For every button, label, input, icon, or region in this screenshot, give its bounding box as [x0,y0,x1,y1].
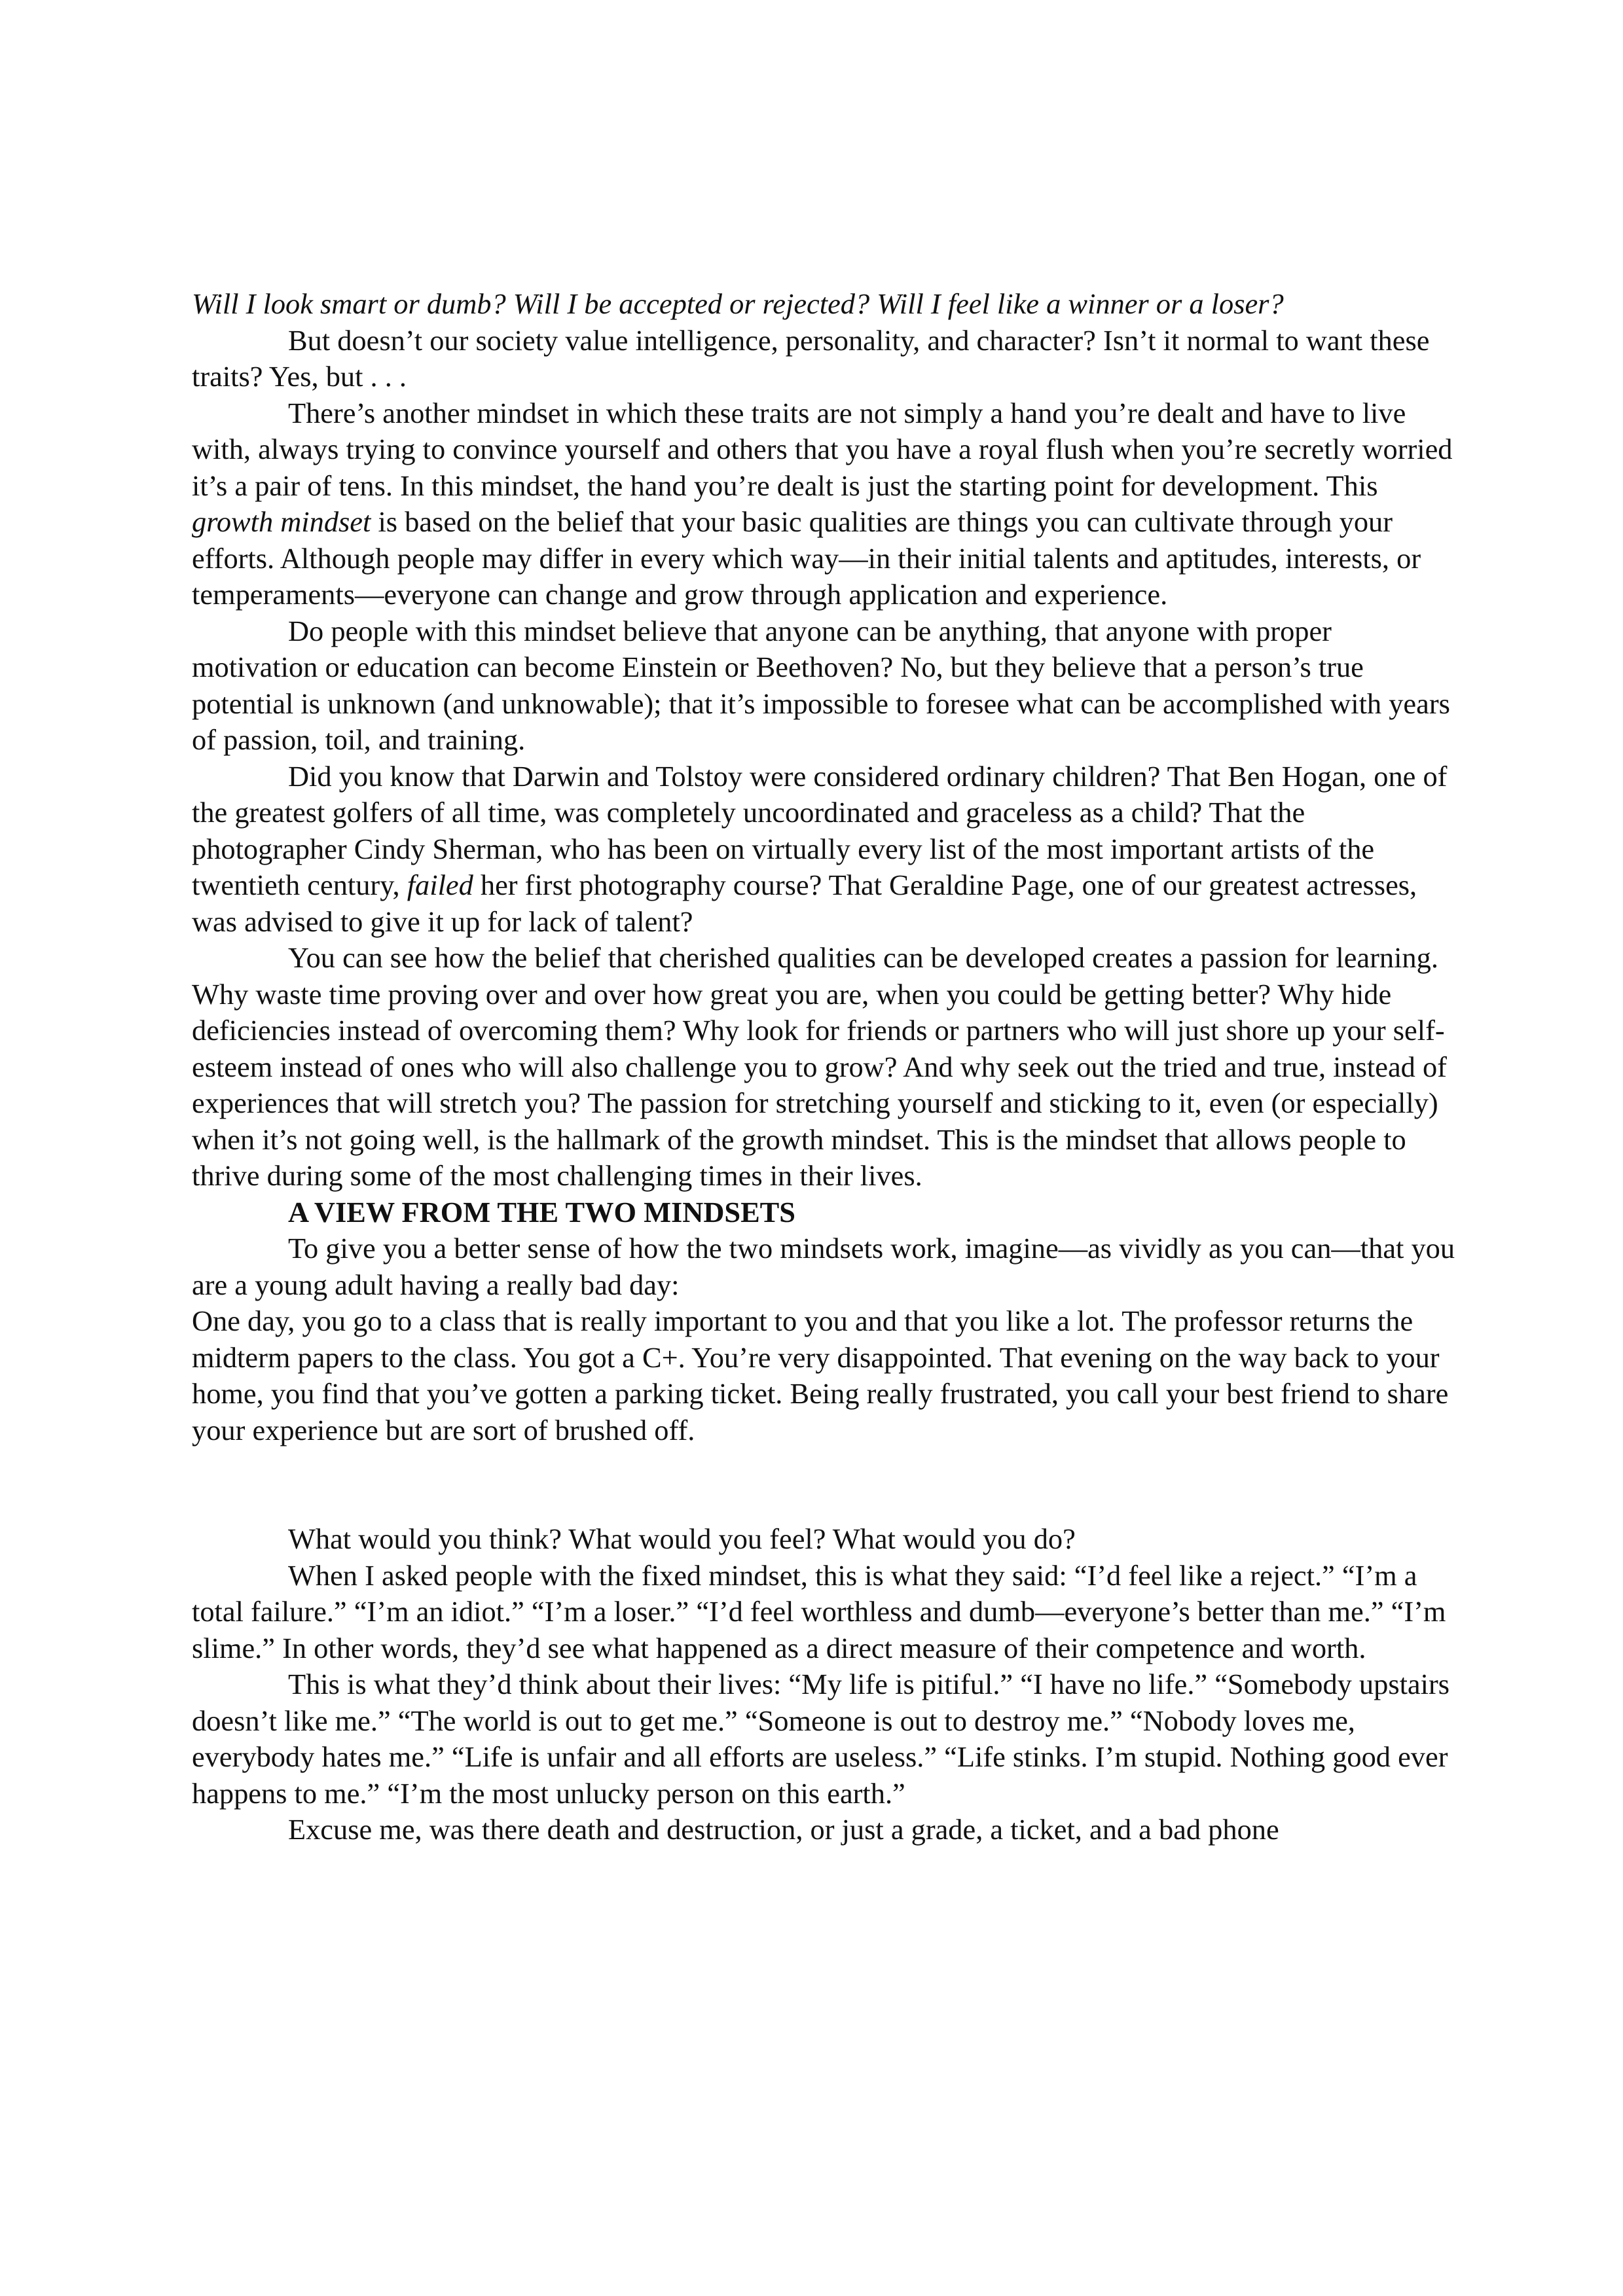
text: is based on the belief that your basic qualities are things you can cultivate through your efforts. Although people may differ in every which way—in their initial talents and aptitudes, interests, or temperaments—everyone can change and grow through application and experience. [192,505,1421,611]
text: Do people with this mindset believe that anyone can be anything, that anyone with proper motivation or education can become Einstein or Beethoven? No, but they believe that a person’s true potential is unknown (and unknowable); that it’s impossible to foresee what can be accomplished with years of passion, toil, and training. [192,614,1450,756]
text: But doesn’t our society value intelligence, personality, and character? Isn’t it normal to want these traits? Yes, but . . . [192,323,1430,393]
text: Will I look smart or dumb? Will I be accepted or rejected? Will I feel like a winner or a loser? [192,287,1284,320]
paragraph-passion [192,940,1459,1194]
text: You can see how the belief that cherished qualities can be developed creates a passion for learning. Why waste time proving over and over how great you are, when you could be getting better? Why hide deficiencies instead of overcoming them? Why look for friends or partners who will just shore up your self-esteem instead of ones who will also challenge you to grow? And why seek out the tried and true, instead of experiences that will stretch you? The passion for stretching yourself and sticking to it, even (or especially) when it’s not going well, is the hallmark of the growth mindset. This is the mindset that allows people to thrive during some of the most challenging times in their lives. [192,941,1447,1192]
text: What would you think? What would you feel? What would you do? [288,1522,1076,1555]
section-heading [192,1194,1459,1231]
document-page [192,286,1459,1848]
text: Did you know that Darwin and Tolstoy were considered ordinary children? That Ben Hogan, one of the greatest golfers of all time, was completely uncoordinated and graceless as a child? That the photographer Cindy Sherman, who has been on virtually every list of the most important artists of the twentieth century, [192,759,1448,901]
paragraph-questions [192,286,1459,323]
paragraph-society [192,323,1459,395]
paragraph-another-mindset [192,395,1459,613]
text: To give you a better sense of how the two mindsets work, imagine—as vividly as you can—that you are a young adult having a really bad day: [192,1232,1455,1301]
emphasis-growth-mindset: growth mindset [192,505,371,538]
text: Excuse me, was there death and destruction, or just a grade, a ticket, and a bad phone [288,1813,1279,1846]
text: There’s another mindset in which these traits are not simply a hand you’re dealt and have to live with, always trying to convince yourself and others that you have a royal flush when you’re secretly worried it’s a pair of tens. In this mindset, the hand you’re dealt is just the starting point for development. This [192,396,1453,502]
paragraph-excuse-me [192,1812,1459,1848]
text: her first photography course? That Geraldine Page, one of our greatest actresses, was advised to give it up for lack of talent? [192,869,1417,938]
emphasis-failed: failed [407,869,473,901]
heading-text: A VIEW FROM THE TWO MINDSETS [288,1195,795,1229]
paragraph-scenario [192,1303,1459,1448]
paragraph-their-lives [192,1666,1459,1812]
paragraph-what-would [192,1521,1459,1558]
paragraph-fixed-answers [192,1558,1459,1667]
paragraph-darwin [192,759,1459,941]
blank-line-spacer [192,1448,1459,1521]
text: When I asked people with the fixed mindset, this is what they said: “I’d feel like a reject.” “I’m a total failure.” “I’m an idiot.” “I’m a loser.” “I’d feel worthless and dumb—everyone’s better than me.” “I’m slime.” In other words, they’d see what happened as a direct measure of their competence and worth. [192,1558,1446,1664]
text: One day, you go to a class that is really important to you and that you like a lot. The professor returns the midterm papers to the class. You got a C+. You’re very disappointed. That evening on the way back to your home, you find that you’ve gotten a parking ticket. Being really frustrated, you call your best friend to share your experience but are sort of brushed off. [192,1304,1449,1446]
paragraph-anyone [192,613,1459,759]
paragraph-imagine [192,1230,1459,1303]
text: This is what they’d think about their lives: “My life is pitiful.” “I have no life.” “Somebody upstairs doesn’t like me.” “The world is out to get me.” “Someone is out to destroy me.” “Nobody loves me, everybody hates me.” “Life is unfair and all efforts are useless.” “Life stinks. I’m stupid. Nothing good ever happens to me.” “I’m the most unlucky person on this earth.” [192,1668,1450,1810]
